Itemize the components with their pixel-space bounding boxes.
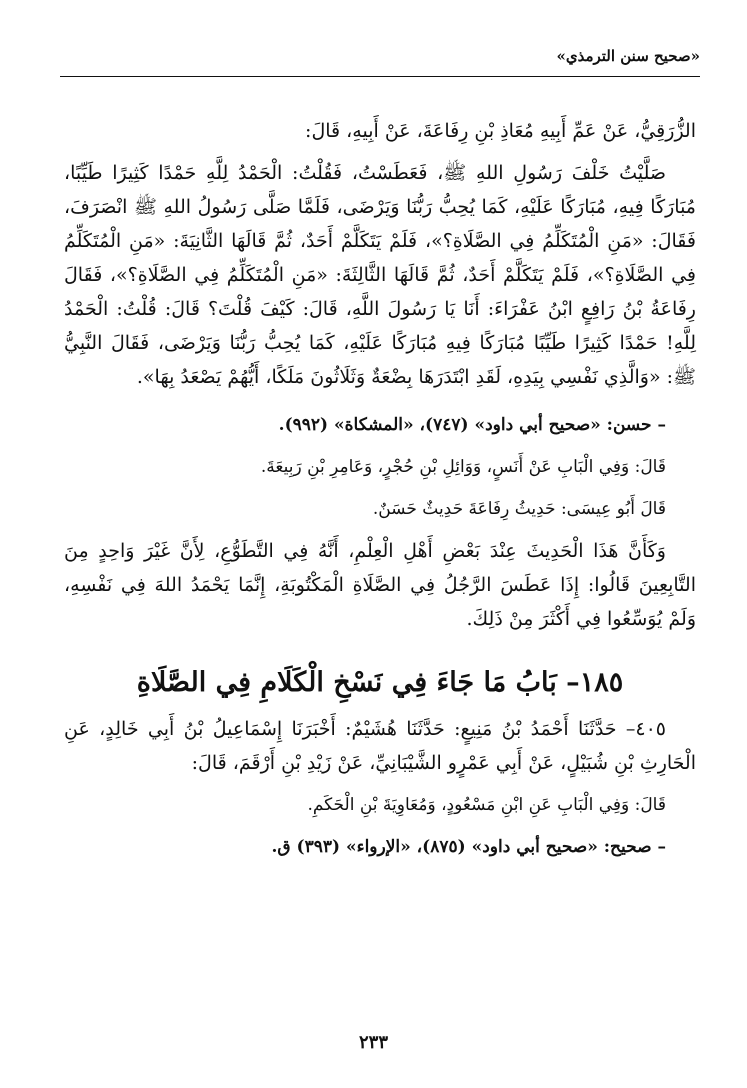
hadith-matn: صَلَّيْتُ خَلْفَ رَسُولِ اللهِ ﷺ، فَعَطَسْتُ، فَقُلْتُ: الْحَمْدُ لِلَّهِ حَمْدًا كَثِيرًا طَيِّبًا، مُبَارَكًا فِيهِ، مُبَارَكًا عَلَيْهِ، كَمَا يُحِبُّ رَبُّنَا وَيَرْضَى، فَلَمَّا صَلَّى رَسُولُ اللهِ ﷺ انْصَرَفَ، فَقَالَ: «مَنِ الْمُتَكَلِّمُ فِي الصَّلَاةِ؟»، فَلَمْ يَتَكَلَّمْ أَحَدٌ، ثُمَّ قَالَهَا الثَّانِيَةَ: «مَنِ الْمُتَكَلِّمُ فِي الصَّلَاةِ؟»، فَلَمْ يَتَكَلَّمْ أَحَدٌ، ثُمَّ قَالَهَا الثَّالِثَةَ: «مَنِ الْمُتَكَلِّمُ فِي الصَّلَاةِ؟»، فَقَالَ رِفَاعَةُ بْنُ رَافِعٍ ابْنُ عَفْرَاءَ: أَنَا يَا رَسُولَ اللَّهِ، قَالَ: كَيْفَ قُلْتَ؟ قَالَ: قُلْتُ: الْحَمْدُ لِلَّهِ! حَمْدًا كَثِيرًا طَيِّبًا مُبَارَكًا فِيهِ مُبَارَكًا عَلَيْهِ، كَمَا يُحِبُّ رَبُّنَا وَيَرْضَى، فَقَالَ النَّبِيُّ ﷺ: «وَالَّذِي نَفْسِي بِيَدِهِ، لَقَدِ ابْتَدَرَهَا بِضْعَةٌ وَثَلَاثُونَ مَلَكًا، أَيُّهُمْ يَصْعَدُ بِهَا». (64, 162, 696, 388)
page-number: ٢٣٣ (358, 1032, 388, 1053)
abu-isa-comment: قَالَ أَبُو عِيسَى: حَدِيثُ رِفَاعَةَ حَدِيثٌ حَسَنٌ. (372, 499, 666, 519)
bab-note-2: قَالَ: وَفِي الْبَابِ عَنِ ابْنِ مَسْعُودٍ، وَمُعَاوِيَةَ بْنِ الْحَكَمِ. (307, 795, 666, 815)
chapter-title: ١٨٥– بَابُ مَا جَاءَ فِي نَسْخِ الْكَلَامِ فِي الصَّلَاةِ (136, 667, 624, 698)
page-body (64, 114, 696, 864)
hadith-grade: – حسن: «صحيح أبي داود» (٧٤٧)، «المشكاة» (٩٩٢). (278, 415, 666, 435)
scholars-comment: وَكَأَنَّ هَذَا الْحَدِيثَ عِنْدَ بَعْضِ أَهْلِ الْعِلْمِ، أَنَّهُ فِي التَّطَوُّعِ، لِأَنَّ غَيْرَ وَاحِدٍ مِنَ التَّابِعِينَ قَالُوا: إِذَا عَطَسَ الرَّجُلُ فِي الصَّلَاةِ الْمَكْتُوبَةِ، إِنَّمَا يَحْمَدُ اللهَ فِي نَفْسِهِ، وَلَمْ يُوَسِّعُوا فِي أَكْثَرَ مِنْ ذَلِكَ. (64, 540, 696, 630)
running-title: «صحيح سنن الترمذي» (556, 47, 700, 65)
hadith-isnad: ٤٠٥– حَدَّثَنَا أَحْمَدُ بْنُ مَنِيعٍ: حَدَّثَنَا هُشَيْمٌ: أَخْبَرَنَا إِسْمَاعِيلُ بْنُ أَبِي خَالِدٍ، عَنِ الْحَارِثِ بْنِ شُبَيْلٍ، عَنْ أَبِي عَمْرٍو الشَّيْبَانِيِّ، عَنْ زَيْدِ بْنِ أَرْقَمَ، قَالَ: (64, 718, 696, 774)
header-rule (60, 76, 700, 77)
hadith-grade-2: – صحيح: «صحيح أبي داود» (٨٧٥)، «الإرواء» (٣٩٣) ق. (271, 837, 666, 857)
isnad-continuation: الزُّرَقِيُّ، عَنْ عَمِّ أَبِيهِ مُعَاذِ بْنِ رِفَاعَةَ، عَنْ أَبِيهِ، قَالَ: (305, 120, 696, 142)
bab-note: قَالَ: وَفِي الْبَابِ عَنْ أَنَسٍ، وَوَائِلِ بْنِ حُجْرٍ، وَعَامِرِ بْنِ رَبِيعَةَ. (260, 457, 666, 477)
